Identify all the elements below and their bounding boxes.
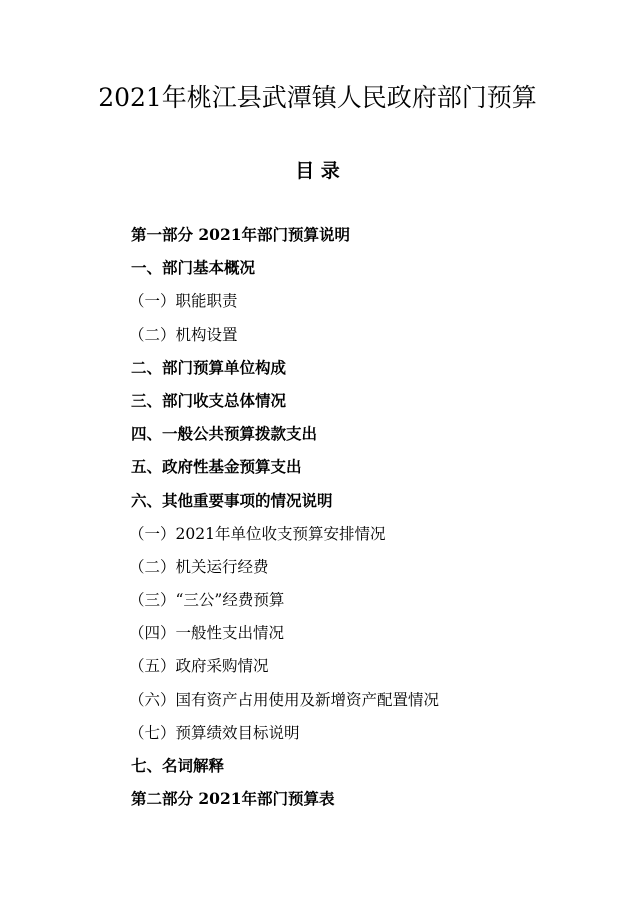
toc-subitem: （一）职能职责 bbox=[129, 292, 238, 311]
toc-section-5: 五、政府性基金预算支出 bbox=[131, 457, 302, 477]
table-of-contents bbox=[131, 222, 439, 819]
toc-section-7: 七、名词解释 bbox=[131, 756, 225, 775]
toc-part-2: 第二部分 2021年部门预算表 bbox=[131, 789, 335, 809]
toc-subitem: （二）机构设置 bbox=[129, 325, 238, 344]
toc-subitem: （三）“三公”经费预算 bbox=[129, 591, 285, 610]
toc-section-6: 六、其他重要事项的情况说明 bbox=[131, 490, 333, 510]
toc-subitem: （六）国有资产占用使用及新增资产配置情况 bbox=[129, 690, 440, 709]
toc-section-1: 一、部门基本概况 bbox=[131, 258, 256, 278]
toc-subitem: （四）一般性支出情况 bbox=[129, 624, 285, 643]
toc-subitem: （七）预算绩效目标说明 bbox=[129, 723, 300, 742]
toc-section-2: 二、部门预算单位构成 bbox=[131, 357, 287, 377]
toc-heading: 目 录 bbox=[295, 160, 340, 182]
toc-section-3: 三、部门收支总体情况 bbox=[131, 390, 287, 410]
toc-subitem: （二）机关运行经费 bbox=[129, 557, 269, 576]
toc-section-4: 四、一般公共预算拨款支出 bbox=[131, 424, 318, 444]
toc-subitem: （一）2021年单位收支预算安排情况 bbox=[129, 524, 386, 543]
toc-subitem: （五）政府采购情况 bbox=[129, 657, 269, 676]
toc-part-1: 第一部分 2021年部门预算说明 bbox=[131, 225, 351, 244]
document-title: 2021年桃江县武潭镇人民政府部门预算 bbox=[98, 83, 537, 112]
